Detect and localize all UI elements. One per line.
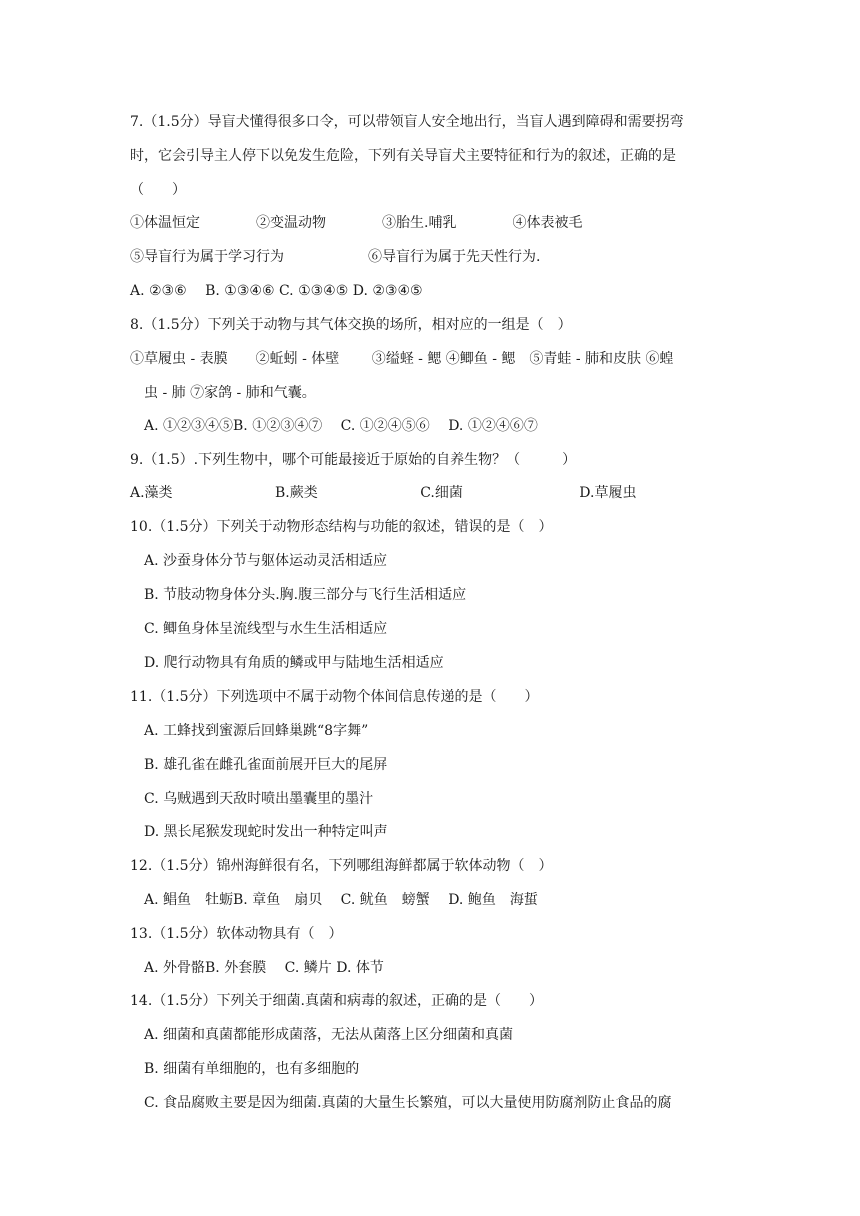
- text-line: （ ）: [130, 182, 186, 198]
- text-line: ①草履虫 - 表膜 ②蚯蚓 - 体壁 ③缢蛏 - 鳃 ④鲫鱼 - 鳃 ⑤青蛙 - 肺和皮肤 ⑥蝗: [130, 351, 674, 367]
- text-line: D. 黑长尾猴发现蛇时发出一种特定叫声: [130, 824, 388, 840]
- text-line: A. 细菌和真菌都能形成菌落，无法从菌落上区分细菌和真菌: [130, 1027, 514, 1043]
- text-line: 10.（1.5分）下列关于动物形态结构与功能的叙述，错误的是（ ）: [130, 519, 553, 535]
- text-line: A. 沙蚕身体分节与躯体运动灵活相适应: [130, 553, 388, 569]
- text-line: 虫 - 肺 ⑦家鸽 - 肺和气囊。: [130, 385, 316, 401]
- text-line: 13.（1.5分）软体动物具有（ ）: [130, 926, 343, 942]
- text-line: 时，它会引导主人停下以免发生危险，下列有关导盲犬主要特征和行为的叙述，正确的是: [130, 148, 676, 164]
- text-line: B. 节肢动物身体分头.胸.腹三部分与飞行生活相适应: [130, 587, 467, 603]
- text-line: ⑤导盲行为属于学习行为 ⑥导盲行为属于先天性行为.: [130, 249, 541, 265]
- text-line: C. 乌贼遇到天敌时喷出墨囊里的墨汁: [130, 791, 374, 807]
- text-line: A. 工蜂找到蜜源后回蜂巢跳“8字舞”: [130, 723, 369, 739]
- text-line: B. 细菌有单细胞的，也有多细胞的: [130, 1061, 360, 1077]
- text-line: 8.（1.5分）下列关于动物与其气体交换的场所，相对应的一组是（ ）: [130, 317, 572, 333]
- text-line: A. ②③⑥ B. ①③④⑥ C. ①③④⑤ D. ②③④⑤: [130, 283, 423, 299]
- text-line: B. 雄孔雀在雌孔雀面前展开巨大的尾屏: [130, 757, 388, 773]
- text-line: A. ①②③④⑤B. ①②③④⑦ C. ①②④⑤⑥ D. ①②④⑥⑦: [130, 418, 538, 434]
- text-line: D. 爬行动物具有角质的鳞或甲与陆地生活相适应: [130, 655, 444, 671]
- text-line: 11.（1.5分）下列选项中不属于动物个体间信息传递的是（ ）: [130, 689, 539, 705]
- text-line: 7.（1.5分）导盲犬懂得很多口令，可以带领盲人安全地出行，当盲人遇到障碍和需要拐弯: [130, 114, 684, 130]
- text-line: C. 鲫鱼身体呈流线型与水生生活相适应: [130, 621, 388, 637]
- text-line: 9.（1.5）.下列生物中，哪个可能最接近于原始的自养生物？（ ）: [130, 452, 577, 468]
- text-line: A.藻类 B.蕨类 C.细菌 D.草履虫: [130, 485, 637, 501]
- text-line: C. 食品腐败主要是因为细菌.真菌的大量生长繁殖，可以大量使用防腐剂防止食品的腐: [130, 1095, 672, 1111]
- text-line: A. 鲳鱼 牡蛎B. 章鱼 扇贝 C. 鱿鱼 螃蟹 D. 鲍鱼 海蜇: [130, 892, 538, 908]
- text-line: ①体温恒定 ②变温动物 ③胎生.哺乳 ④体表被毛: [130, 215, 583, 231]
- text-line: 14.（1.5分）下列关于细菌.真菌和病毒的叙述，正确的是（ ）: [130, 993, 543, 1009]
- text-line: 12.（1.5分）锦州海鲜很有名，下列哪组海鲜都属于软体动物（ ）: [130, 858, 553, 874]
- text-line: A. 外骨骼B. 外套膜 C. 鳞片 D. 体节: [130, 960, 384, 976]
